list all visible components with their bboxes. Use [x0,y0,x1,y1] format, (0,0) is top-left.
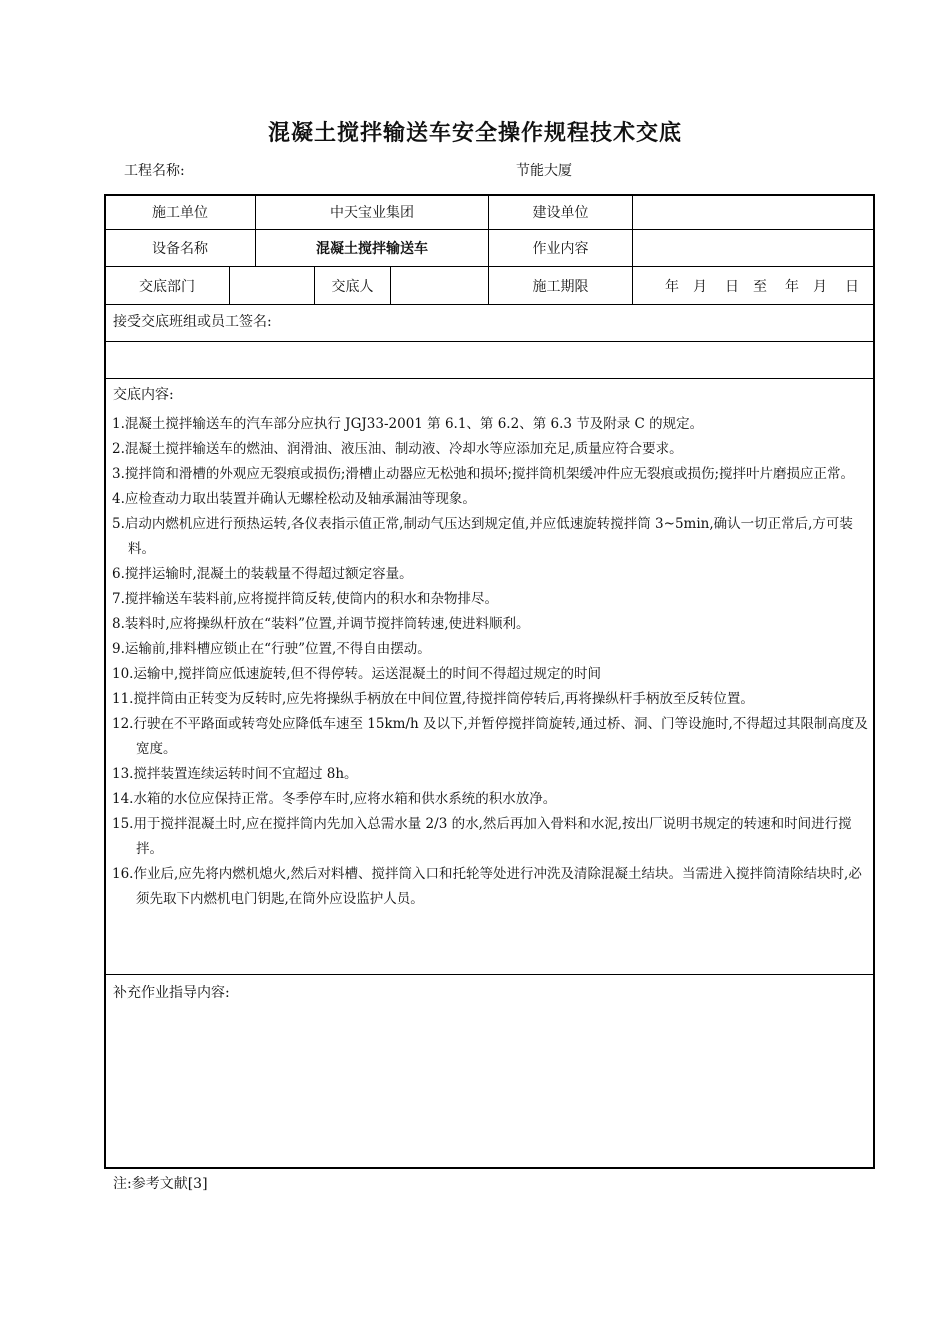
construction-period-label: 施工期限 [532,278,589,295]
row-divider [105,304,874,305]
discloser-value[interactable] [391,267,488,304]
project-name-value: 节能大厦 [516,163,572,179]
row-divider [105,378,874,379]
owner-unit-label: 建设单位 [532,205,589,221]
supplement-label: 补充作业指导内容: [113,985,230,1001]
work-content-value[interactable] [633,230,874,266]
construction-period-value[interactable] [633,267,874,304]
date-to: 至 [753,278,767,295]
disclosure-dept-label: 交底部门 [139,278,195,295]
signature-area[interactable] [105,342,874,378]
construction-unit-label: 施工单位 [152,205,208,221]
list-item: 1.混凝土搅拌输送车的汽车部分应执行 JGJ33-2001 第 6.1、第 6.2、第 6.3 节及附录 C 的规定。 [112,416,704,432]
list-item: 14.水箱的水位应保持正常。冬季停车时,应将水箱和供水系统的积水放净。 [112,791,557,807]
list-item: 15.用于搅拌混凝土时,应在搅拌筒内先加入总需水量 2/3 的水,然后再加入骨料和水泥,按出厂说明书规定的转速和时间进行搅拌。 [112,816,852,857]
supplement-area[interactable] [105,1005,874,1167]
date-year-start: 年 [665,278,679,295]
list-item: 10.运输中,搅拌筒应低速旋转,但不得停转。运送混凝土的时间不得超过规定的时间 [112,666,602,682]
row-divider [105,974,874,975]
list-item: 16.作业后,应先将内燃机熄火,然后对料槽、搅拌筒入口和托轮等处进行冲洗及清除混凝土结块。当需进入搅拌筒清除结块时,必须先取下内燃机电门钥匙,在筒外应设监护人员。 [112,866,862,907]
signature-label: 接受交底班组或员工签名: [113,314,272,330]
list-item: 11.搅拌筒由正转变为反转时,应先将操纵手柄放在中间位置,待搅拌筒停转后,再将操纵杆手柄放至反转位置。 [112,691,754,707]
work-content-label: 作业内容 [532,241,589,257]
disclosure-dept-value[interactable] [230,267,314,304]
date-month-start: 月 [693,278,707,295]
construction-unit-value: 中天宝业集团 [330,205,414,221]
page-title: 混凝土搅拌输送车安全操作规程技术交底 [267,121,682,146]
content-label: 交底内容: [113,387,174,403]
list-item: 2.混凝土搅拌输送车的燃油、润滑油、液压油、制动液、冷却水等应添加充足,质量应符合要求。 [112,441,683,457]
list-item: 6.搅拌运输时,混凝土的装载量不得超过额定容量。 [112,566,413,582]
project-name-label: 工程名称: [124,163,185,179]
list-item: 7.搅拌输送车装料前,应将搅拌筒反转,使筒内的积水和杂物排尽。 [112,591,498,607]
list-item: 5.启动内燃机应进行预热运转,各仪表指示值正常,制动气压达到规定值,并应低速旋转搅拌筒 3~5min,确认一切正常后,方可装料。 [112,516,853,557]
equipment-name-label: 设备名称 [152,241,208,257]
list-item: 12.行驶在不平路面或转弯处应降低车速至 15km/h 及以下,并暂停搅拌筒旋转,通过桥、洞、门等设施时,不得超过其限制高度及宽度。 [112,716,868,757]
date-day-end: 日 [845,278,859,295]
list-item: 8.装料时,应将操纵杆放在“装料”位置,并调节搅拌筒转速,使进料顺利。 [112,616,530,632]
date-month-end: 月 [813,278,827,295]
discloser-label: 交底人 [331,278,374,295]
owner-unit-value[interactable] [633,195,874,229]
list-item: 4.应检查动力取出装置并确认无螺栓松动及轴承漏油等现象。 [112,491,476,507]
reference-note: 注:参考文献[3] [113,1176,208,1192]
list-item: 3.搅拌筒和滑槽的外观应无裂痕或损伤;滑槽止动器应无松弛和损坏;搅拌筒机架缓冲件应无裂痕或损伤;搅拌叶片磨损应正常。 [112,466,855,482]
date-day-start: 日 [725,278,739,295]
list-item: 9.运输前,排料槽应锁止在“行驶”位置,不得自由摆动。 [112,641,431,657]
disclosure-items [112,412,870,912]
list-item: 13.搅拌装置连续运转时间不宜超过 8h。 [112,766,358,782]
date-year-end: 年 [785,278,799,295]
equipment-name-value: 混凝土搅拌输送车 [316,241,428,257]
